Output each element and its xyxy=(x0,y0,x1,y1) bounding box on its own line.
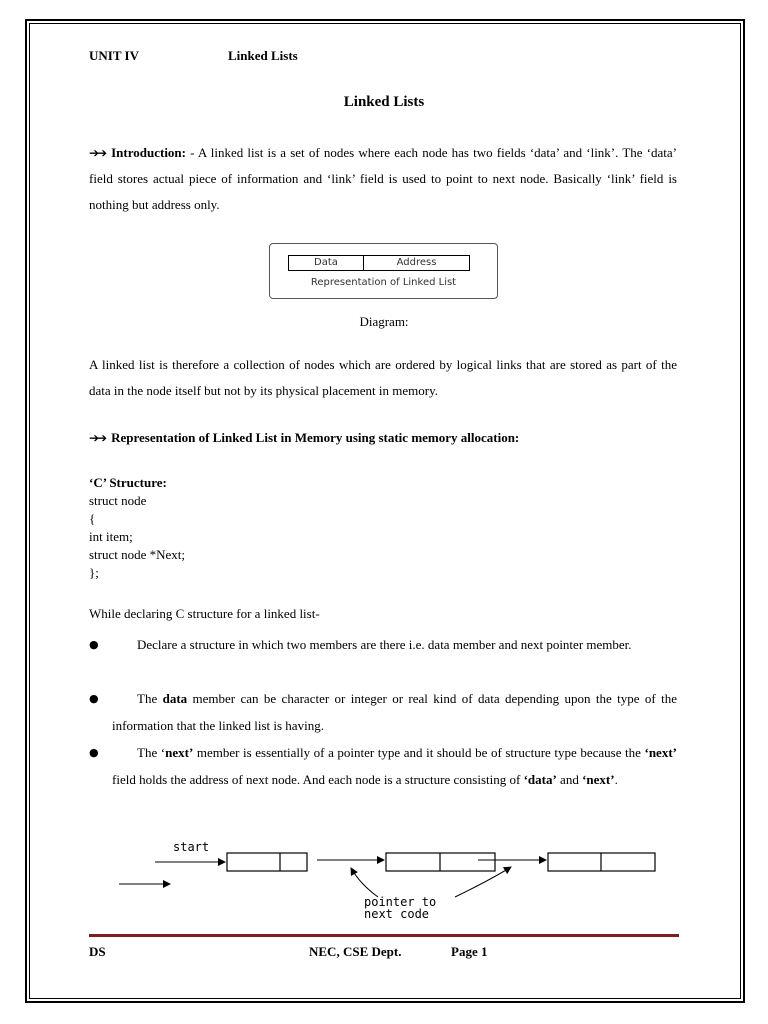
bullet-dot-icon: ● xyxy=(89,692,99,705)
intro-label: Introduction: xyxy=(111,145,186,160)
bullet-text-part: member is essentially of a pointer type and it should be of structure type because the xyxy=(193,745,645,760)
arrow-icon: ➔➔ xyxy=(89,146,106,160)
pointer-label-line1: pointer to xyxy=(364,895,437,909)
node-cell-row xyxy=(288,255,470,271)
header-unit: UNIT IV xyxy=(89,48,139,63)
bullet-bold-part: next’ xyxy=(165,745,194,760)
pointer-callout-arrow-1 xyxy=(351,868,378,897)
representation-heading xyxy=(89,425,677,451)
node-1 xyxy=(227,853,307,871)
bullet-bold-part: data xyxy=(162,691,188,706)
header-topic: Linked Lists xyxy=(228,48,298,63)
bullet-text xyxy=(112,685,677,739)
footer-dept: NEC, CSE Dept. xyxy=(309,944,402,959)
intro-text: - A linked list is a set of nodes where each node has two fields ‘data’ and ‘link’. The ‘data’ field stores actual piece of information and ‘link’ field is used to point to next node. Basically ‘link’ field is nothing but address only. xyxy=(89,145,677,212)
bullet-dot-icon: ● xyxy=(89,746,99,759)
code-line: int item; xyxy=(89,529,133,544)
node-representation-box xyxy=(269,243,498,299)
node-address-label: Address xyxy=(396,257,437,268)
bullet-text-part: member can be character or integer or real kind of data depending upon the type of the information that the linked list is having. xyxy=(112,691,677,733)
arrow-icon: ➔➔ xyxy=(89,431,106,445)
bullet-dot-icon: ● xyxy=(89,638,99,651)
bullet-text-part: . xyxy=(614,772,618,787)
collection-paragraph: A linked list is therefore a collection of nodes which are ordered by logical links that are stored as part of the data in the node itself but not by its physical placement in memory. xyxy=(89,357,677,398)
code-line: { xyxy=(89,511,96,526)
start-label: start xyxy=(173,840,210,854)
bullet-text-part: and xyxy=(556,772,583,787)
code-line: }; xyxy=(89,565,99,580)
linked-list-diagram xyxy=(0,830,768,930)
bullet-text-part: The xyxy=(137,691,163,706)
diagram-caption: Diagram: xyxy=(359,314,409,329)
footer-left: DS xyxy=(89,944,106,959)
bullet-bold-part: ‘next’ xyxy=(644,745,677,760)
footer-page: Page 1 xyxy=(451,944,488,959)
code-line: struct node xyxy=(89,493,147,508)
representation-heading-text: Representation of Linked List in Memory using static memory allocation: xyxy=(111,430,520,445)
bullet-bold-part: ‘next’ xyxy=(582,772,615,787)
node-data-label: Data xyxy=(314,257,338,268)
intro-paragraph xyxy=(89,140,677,218)
c-structure-block xyxy=(89,474,185,582)
node-representation-caption: Representation of Linked List xyxy=(310,277,457,288)
c-structure-heading: ‘C’ Structure: xyxy=(89,475,167,490)
bullet-item xyxy=(89,631,677,658)
bullet-bold-part: ‘data’ xyxy=(523,772,557,787)
bullet-text xyxy=(112,739,677,793)
pointer-label-line2: next code xyxy=(364,907,430,921)
page-title: Linked Lists xyxy=(343,94,425,110)
footer-divider xyxy=(89,934,679,937)
declaring-intro: While declaring C structure for a linked list- xyxy=(89,606,320,621)
bullet-item xyxy=(89,739,677,793)
bullet-item xyxy=(89,685,677,739)
bullet-text-part: The ‘ xyxy=(137,745,166,760)
bullet-text-part: field holds the address of next node. And each node is a structure consisting of xyxy=(112,772,524,787)
bullet-text: Declare a structure in which two members are there i.e. data member and next pointer member. xyxy=(137,637,632,652)
code-line: struct node *Next; xyxy=(89,547,186,562)
